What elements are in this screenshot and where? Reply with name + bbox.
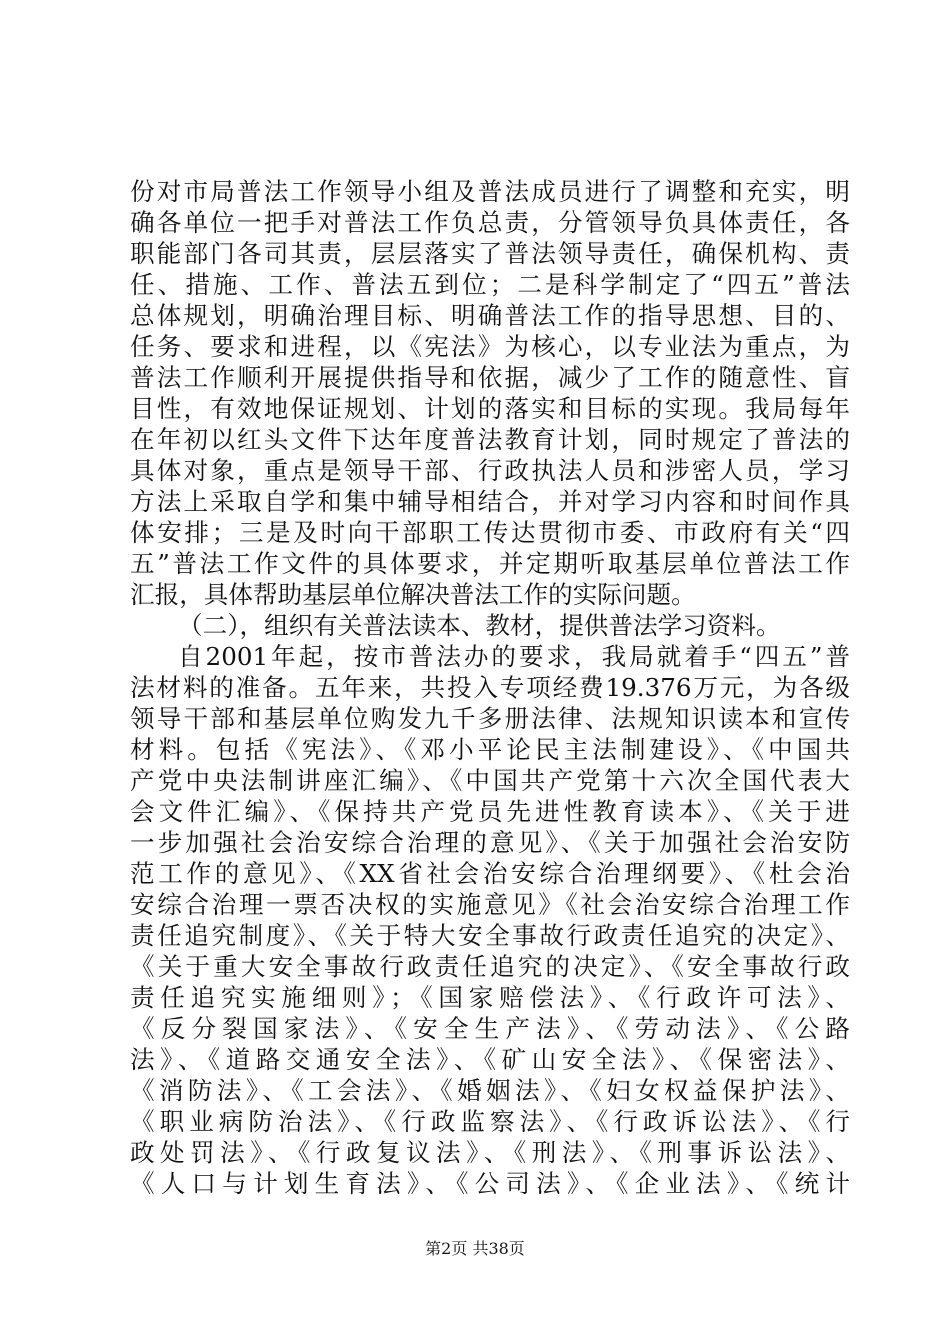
text-line: 普法工作顺利开展提供指导和依据，减少了工作的随意性、盲	[130, 363, 850, 392]
text-line: 责任追究制度》、《关于特大安全事故行政责任追究的决定》、	[130, 921, 850, 950]
text-line: 任、措施、工作、普法五到位；二是科学制定了“四五”普法	[130, 270, 850, 299]
text-line: 责任追究实施细则》；《国家赔偿法》、《行政许可法》、	[130, 983, 850, 1012]
text-line: 范工作的意见》、《XX省社会治安综合治理纲要》、《杜会治	[130, 859, 850, 888]
text-line: 总体规划，明确治理目标、明确普法工作的指导思想、目的、	[130, 301, 850, 330]
text-line: 具体对象，重点是领导干部、行政执法人员和涉密人员，学习	[130, 456, 850, 485]
text-line: 一步加强社会治安综合治理的意见》、《关于加强社会治安防	[130, 828, 850, 857]
text-line: 法材料的准备。五年来，共投入专项经费19.376万元，为各级	[130, 673, 850, 702]
text-line: 安综合治理一票否决权的实施意见》《社会治安综合治理工作	[130, 890, 850, 919]
text-line: 任务、要求和进程，以《宪法》为核心，以专业法为重点，为	[130, 332, 850, 361]
text-line: 产党中央法制讲座汇编》、《中国共产党第十六次全国代表大	[130, 766, 850, 795]
text-line: 方法上采取自学和集中辅导相结合，并对学习内容和时间作具	[130, 487, 850, 516]
text-line: 目性，有效地保证规划、计划的落实和目标的实现。我局每年	[130, 394, 850, 423]
page-footer: 第2页 共38页	[425, 1239, 525, 1258]
text-line: 《关于重大安全事故行政责任追究的决定》、《安全事故行政	[130, 952, 850, 981]
body-text	[130, 176, 850, 1199]
text-line: 确各单位一把手对普法工作负总责，分管领导负具体责任，各	[130, 208, 850, 237]
text-line: 政处罚法》、《行政复议法》、《刑法》、《刑事诉讼法》、	[130, 1138, 850, 1167]
text-line: 领导干部和基层单位购发九千多册法律、法规知识读本和宣传	[130, 704, 850, 733]
text-line: 《消防法》、《工会法》、《婚姻法》、《妇女权益保护法》、	[130, 1076, 850, 1105]
text-line: 会文件汇编》、《保持共产党员先进性教育读本》、《关于进	[130, 797, 850, 826]
text-line: 汇报，具体帮助基层单位解决普法工作的实际问题。	[130, 580, 696, 609]
text-line: 五”普法工作文件的具体要求，并定期听取基层单位普法工作	[130, 549, 850, 578]
text-line: 份对市局普法工作领导小组及普法成员进行了调整和充实，明	[130, 177, 850, 206]
text-line: 《职业病防治法》、《行政监察法》、《行政诉讼法》、《行	[130, 1107, 850, 1136]
text-line: （二），组织有关普法读本、教材，提供普法学习资料。	[178, 611, 781, 640]
text-line: 职能部门各司其责，层层落实了普法领导责任，确保机构、责	[130, 239, 850, 268]
text-line: 材料。包括《宪法》、《邓小平论民主法制建设》、《中国共	[130, 735, 850, 764]
text-line: 在年初以红头文件下达年度普法教育计划，同时规定了普法的	[130, 425, 850, 454]
text-line: 法》、《道路交通安全法》、《矿山安全法》、《保密法》、	[130, 1045, 850, 1074]
text-line: 体安排；三是及时向干部职工传达贯彻市委、市政府有关“四	[130, 518, 850, 547]
text-line: 自2001年起，按市普法办的要求，我局就着手“四五”普	[178, 642, 850, 671]
text-line: 《人口与计划生育法》、《公司法》、《企业法》、《统计	[130, 1169, 850, 1198]
text-line: 《反分裂国家法》、《安全生产法》、《劳动法》、《公路	[130, 1014, 850, 1043]
